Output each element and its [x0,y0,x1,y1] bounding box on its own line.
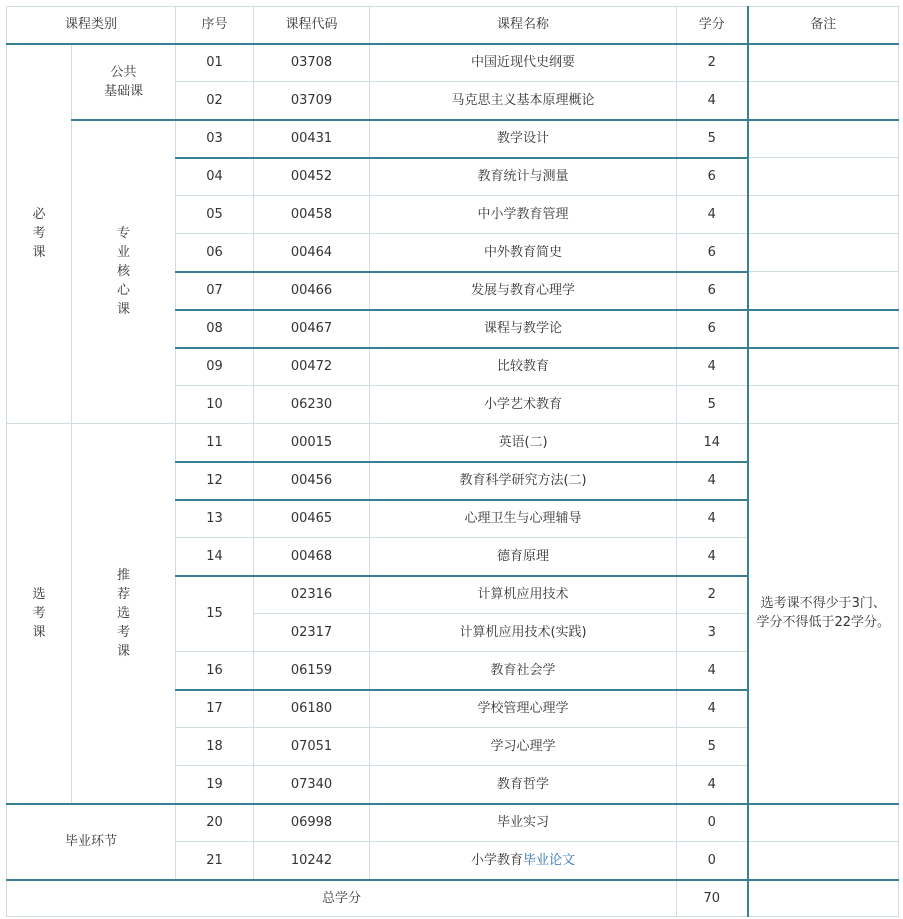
group-graduation: 毕业环节 [7,804,176,880]
cell-credit: 14 [677,424,748,462]
cell-no: 01 [176,44,254,82]
cell-credit: 0 [677,804,748,842]
cell-name: 毕业实习 [370,804,677,842]
cell-name: 教育社会学 [370,652,677,690]
cell-code: 00452 [254,158,370,196]
cell-credit: 4 [677,766,748,804]
cell-remark [748,82,899,120]
cell-name: 中国近现代史纲要 [370,44,677,82]
cell-no: 16 [176,652,254,690]
table-row [7,44,899,82]
group-elective: 选 考 课 [7,424,72,804]
cell-no: 18 [176,728,254,766]
cell-name: 教学设计 [370,120,677,158]
cell-code: 00466 [254,272,370,310]
cell-no: 06 [176,234,254,272]
cell-no: 07 [176,272,254,310]
cell-credit: 2 [677,44,748,82]
cell-no: 03 [176,120,254,158]
cell-remark [748,842,899,880]
cell-code: 00431 [254,120,370,158]
cell-code: 06180 [254,690,370,728]
cell-credit: 4 [677,462,748,500]
cell-code: 06159 [254,652,370,690]
cell-no: 19 [176,766,254,804]
header-row [7,7,899,44]
total-row [7,880,899,917]
cell-code: 00472 [254,348,370,386]
cell-credit: 5 [677,728,748,766]
cell-code: 06998 [254,804,370,842]
cell-name: 比较教育 [370,348,677,386]
cell-name: 教育哲学 [370,766,677,804]
cell-credit: 2 [677,576,748,614]
cell-credit: 3 [677,614,748,652]
cell-remark [748,158,899,196]
total-label: 总学分 [7,880,677,917]
cell-remark [748,196,899,234]
cell-name: 中外教育简史 [370,234,677,272]
group-required: 必 考 课 [7,44,72,424]
cell-credit: 5 [677,120,748,158]
cell-no: 17 [176,690,254,728]
cell-name: 英语(二) [370,424,677,462]
cell-name: 教育科学研究方法(二) [370,462,677,500]
cell-no: 09 [176,348,254,386]
cell-credit: 4 [677,348,748,386]
table-row [7,804,899,842]
cell-code: 07051 [254,728,370,766]
course-table [6,6,899,917]
cell-name: 学校管理心理学 [370,690,677,728]
cell-no: 11 [176,424,254,462]
cell-name: 计算机应用技术(实践) [370,614,677,652]
header-no: 序号 [176,7,254,44]
cell-no: 04 [176,158,254,196]
cell-code: 03708 [254,44,370,82]
graduation-thesis-link[interactable]: 毕业论文 [523,852,576,868]
cell-credit: 4 [677,196,748,234]
cell-remark [748,804,899,842]
cell-credit: 4 [677,82,748,120]
table-row [7,120,899,158]
cell-name: 中小学教育管理 [370,196,677,234]
cell-no: 10 [176,386,254,424]
cell-credit: 5 [677,386,748,424]
cell-code: 00467 [254,310,370,348]
group-professional-core: 专 业 核 心 课 [72,120,176,424]
cell-credit: 4 [677,500,748,538]
cell-credit: 4 [677,690,748,728]
cell-code: 00015 [254,424,370,462]
cell-remark [748,348,899,386]
cell-name: 计算机应用技术 [370,576,677,614]
cell-name [370,842,677,880]
group-public-basic: 公共 基础课 [72,44,176,120]
header-name: 课程名称 [370,7,677,44]
cell-credit: 4 [677,652,748,690]
cell-name-prefix: 小学教育 [471,852,524,868]
cell-no: 02 [176,82,254,120]
cell-name: 发展与教育心理学 [370,272,677,310]
total-value: 70 [677,880,748,917]
cell-credit: 6 [677,158,748,196]
cell-remark [748,310,899,348]
header-category: 课程类别 [7,7,176,44]
cell-code: 00456 [254,462,370,500]
cell-code: 02317 [254,614,370,652]
cell-code: 07340 [254,766,370,804]
cell-name: 小学艺术教育 [370,386,677,424]
cell-credit: 6 [677,272,748,310]
cell-no: 05 [176,196,254,234]
cell-no: 08 [176,310,254,348]
cell-no: 15 [176,576,254,652]
cell-name: 德育原理 [370,538,677,576]
cell-remark [748,234,899,272]
cell-no: 20 [176,804,254,842]
group-recommended-elective: 推 荐 选 考 课 [72,424,176,804]
cell-code: 00465 [254,500,370,538]
cell-credit: 6 [677,234,748,272]
cell-remark [748,120,899,158]
cell-code: 03709 [254,82,370,120]
header-code: 课程代码 [254,7,370,44]
cell-credit: 4 [677,538,748,576]
cell-code: 00468 [254,538,370,576]
cell-no: 14 [176,538,254,576]
cell-no: 12 [176,462,254,500]
cell-remark [748,44,899,82]
header-credit: 学分 [677,7,748,44]
cell-code: 02316 [254,576,370,614]
cell-code: 00464 [254,234,370,272]
cell-no: 21 [176,842,254,880]
cell-name: 课程与教学论 [370,310,677,348]
table-row [7,424,899,462]
cell-no: 13 [176,500,254,538]
total-remark [748,880,899,917]
cell-credit: 6 [677,310,748,348]
cell-code: 10242 [254,842,370,880]
header-remark: 备注 [748,7,899,44]
cell-code: 00458 [254,196,370,234]
cell-name: 马克思主义基本原理概论 [370,82,677,120]
cell-remark [748,272,899,310]
cell-code: 06230 [254,386,370,424]
cell-credit: 0 [677,842,748,880]
cell-name: 教育统计与测量 [370,158,677,196]
cell-remark [748,386,899,424]
cell-name: 学习心理学 [370,728,677,766]
elective-note: 选考课不得少于3门、学分不得低于22学分。 [748,424,899,804]
cell-name: 心理卫生与心理辅导 [370,500,677,538]
